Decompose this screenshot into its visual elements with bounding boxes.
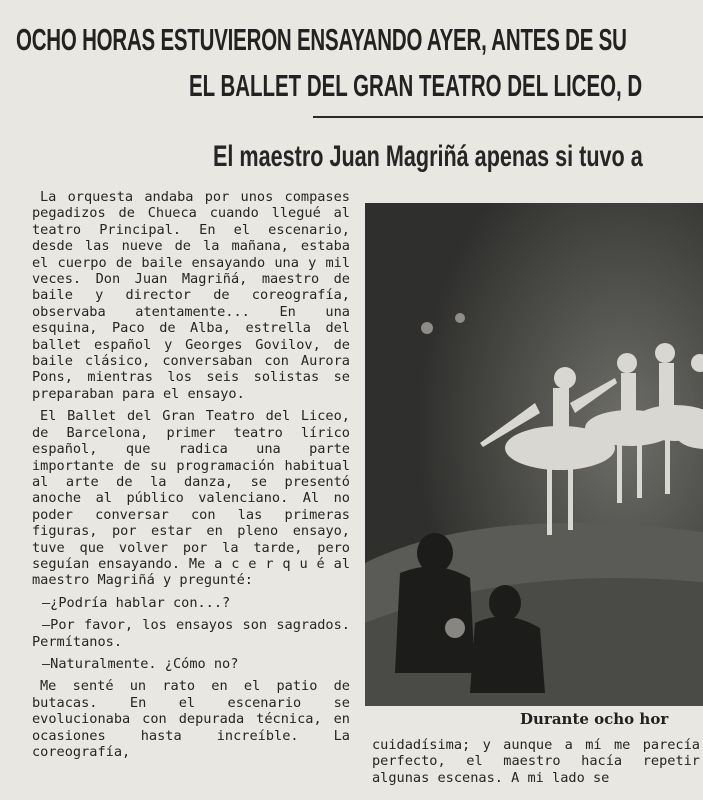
dialogue-line: —¿Podría hablar con...? bbox=[42, 594, 231, 611]
ballet-rehearsal-image bbox=[365, 203, 703, 706]
headline-line-2: EL BALLET DEL GRAN TEATRO DEL LICEO, D bbox=[189, 68, 643, 103]
subheadline: El maestro Juan Magriñá apenas si tuvo a bbox=[213, 140, 643, 173]
article-paragraph: cuidadísima; y aunque a mí me parecía perfecto, el maestro hacía repetir algunas escenas. A mi lado se bbox=[372, 737, 700, 786]
dialogue-line: —Por favor, los ensayos son sagrados. Permítanos. bbox=[32, 617, 350, 650]
article-paragraph: La orquesta andaba por unos compases pegadizos de Chueca cuando llegué al teatro Principal. En el escenario, desde las nueve de la mañana, estaba el cuerpo de baile ensayando una y mil veces. Don Juan Magriñá, maestro de baile y director de coreografía, observaba atentamente... En una esquina, Paco de Alba, estrella del ballet español y Georges Govilov, de baile clásico, conversaban con Aurora Pons, mientras los seis solistas se preparaban para el ensayo. bbox=[32, 189, 350, 402]
ballet-photo bbox=[365, 203, 703, 706]
article-paragraph: El Ballet del Gran Teatro del Liceo, de Barcelona, primer teatro lírico español, que radica una parte importante de su programación habitual al arte de la danza, se presentó anoche al público valenciano. Al no poder conversar con las primeras figuras, por estar en pleno ensayo, tuve que volver por la tarde, pero seguían ensayando. Me a c e r q u é al maestro Magriñá y pregunté: bbox=[32, 408, 350, 589]
article-column-2 bbox=[372, 737, 700, 786]
headline-rule bbox=[313, 116, 703, 118]
article-paragraph: Me senté un rato en el patio de butacas. En el escenario se evolucionaba con depurada técnica, en ocasiones hasta increíble. La coreografía, bbox=[32, 678, 350, 760]
article-column bbox=[32, 189, 350, 766]
headline-line-1: OCHO HORAS ESTUVIERON ENSAYANDO AYER, ANTES DE SU bbox=[16, 22, 627, 57]
photo-caption: Durante ocho hor bbox=[520, 710, 669, 728]
dialogue-line: —Naturalmente. ¿Cómo no? bbox=[42, 655, 239, 672]
